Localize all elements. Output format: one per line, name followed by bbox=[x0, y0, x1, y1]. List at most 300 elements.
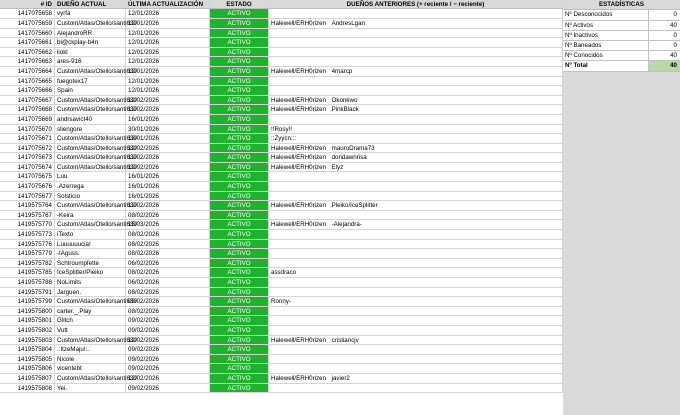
cell-current-owner[interactable]: Custom/Atlas/Otello/santi630 bbox=[57, 336, 137, 344]
cell-state[interactable]: ACTIVO bbox=[210, 144, 269, 153]
table-row[interactable] bbox=[0, 29, 563, 39]
table-row[interactable] bbox=[0, 211, 563, 221]
cell-current-owner[interactable]: Custom/Atlas/Otello/santi630 bbox=[57, 221, 137, 229]
cell-state[interactable]: ACTIVO bbox=[210, 355, 269, 364]
cell-last-update[interactable]: 12/02/2026 bbox=[126, 374, 210, 383]
cell-previous-owners[interactable] bbox=[269, 268, 563, 277]
cell-id[interactable]: 1417075669 bbox=[0, 115, 55, 124]
table-row[interactable] bbox=[0, 278, 563, 288]
table-row[interactable] bbox=[0, 259, 563, 269]
table-row[interactable] bbox=[0, 153, 563, 163]
cell-previous-owners[interactable] bbox=[269, 153, 563, 162]
cell-state[interactable]: ACTIVO bbox=[210, 230, 269, 239]
cell-previous-owners[interactable] bbox=[269, 125, 563, 134]
cell-current-owner[interactable]: Custom/Atlas/Otello/santi630 bbox=[57, 19, 137, 27]
cell-last-update[interactable]: 15/03/2026 bbox=[126, 220, 210, 229]
cell-id[interactable]: 1417075671 bbox=[0, 134, 55, 143]
previous-owner-older bbox=[331, 384, 560, 393]
stats-total-row[interactable] bbox=[563, 61, 680, 71]
cell-current-owner[interactable]: Custom/Atlas/Otello/santi630 bbox=[57, 374, 137, 382]
cell-last-update[interactable]: 16/01/2026 bbox=[126, 115, 210, 124]
table-row[interactable] bbox=[0, 172, 563, 182]
cell-id[interactable]: 1419575799 bbox=[0, 297, 55, 306]
cell-current-owner[interactable]: bl@ckplay-b4n bbox=[55, 38, 126, 47]
previous-owner-older bbox=[331, 77, 560, 86]
header-id[interactable]: # ID bbox=[0, 0, 55, 8]
cell-previous-owners[interactable] bbox=[269, 96, 563, 105]
previous-owner-older bbox=[331, 345, 560, 354]
previous-owner-recent: Ronny- bbox=[271, 298, 291, 306]
cell-last-update[interactable]: 06/02/2026 bbox=[126, 278, 210, 287]
cell-state[interactable]: ACTIVO bbox=[210, 153, 269, 162]
cell-id[interactable]: 1419575808 bbox=[0, 384, 55, 393]
cell-current-owner[interactable]: Custom/Atlas/Otello/santi630 bbox=[57, 106, 137, 114]
cell-current-owner[interactable]: Custom/Atlas/Otello/santi630 bbox=[57, 144, 137, 152]
cell-previous-owners[interactable] bbox=[269, 115, 563, 124]
cell-id[interactable]: 1417075677 bbox=[0, 192, 55, 201]
table-row[interactable] bbox=[0, 297, 563, 307]
cell-id[interactable]: 1419575803 bbox=[0, 336, 55, 345]
cell-state[interactable]: ACTIVO bbox=[210, 125, 269, 134]
previous-owner-older: PinkBlack bbox=[331, 106, 359, 114]
cell-last-update[interactable]: 12/02/2026 bbox=[126, 336, 210, 345]
cell-last-update[interactable]: 12/01/2026 bbox=[126, 38, 210, 47]
cell-state[interactable]: ACTIVO bbox=[210, 268, 269, 277]
previous-owner-recent bbox=[271, 307, 331, 316]
previous-owner-older bbox=[331, 29, 560, 38]
cell-current-owner[interactable]: AlejandroRR bbox=[55, 29, 126, 38]
cell-id[interactable]: 1417075667 bbox=[0, 96, 55, 105]
previous-owner-older: AndresLgan bbox=[331, 19, 365, 27]
cell-current-owner[interactable]: NoLimits bbox=[55, 278, 126, 287]
table-row[interactable] bbox=[0, 57, 563, 67]
cell-current-owner[interactable]: .:ItzeMaju!:. bbox=[55, 345, 126, 354]
table-row[interactable] bbox=[0, 316, 563, 326]
cell-last-update[interactable]: 12/01/2026 bbox=[126, 57, 210, 66]
previous-owner-older bbox=[331, 355, 560, 364]
cell-current-owner[interactable]: .Azerrega bbox=[55, 182, 126, 191]
cell-last-update[interactable]: 08/02/2026 bbox=[126, 240, 210, 249]
previous-owner-recent bbox=[271, 38, 331, 47]
cell-id[interactable]: 1419575791 bbox=[0, 288, 55, 297]
cell-state[interactable]: ACTIVO bbox=[210, 307, 269, 316]
previous-owner-older bbox=[331, 316, 560, 325]
cell-current-owner[interactable]: Custom/Atlas/Otello/santi630 bbox=[57, 67, 137, 75]
table-row[interactable] bbox=[0, 326, 563, 336]
cell-previous-owners[interactable] bbox=[269, 201, 563, 210]
cell-id[interactable]: 1417075664 bbox=[0, 67, 55, 76]
cell-state[interactable]: ACTIVO bbox=[210, 19, 269, 28]
header-current-owner[interactable]: DUEÑO ACTUAL bbox=[55, 0, 126, 8]
cell-state[interactable]: ACTIVO bbox=[210, 288, 269, 297]
table-row[interactable] bbox=[0, 38, 563, 48]
previous-owner-older bbox=[331, 288, 560, 297]
cell-current-owner[interactable]: Custom/Atlas/Otello/santi630 bbox=[57, 163, 137, 171]
cell-last-update[interactable]: 12/01/2026 bbox=[126, 48, 210, 57]
cell-previous-owners[interactable] bbox=[269, 230, 563, 239]
cell-state[interactable]: ACTIVO bbox=[210, 163, 269, 172]
cell-last-update[interactable]: 16/01/2026 bbox=[126, 172, 210, 181]
cell-previous-owners[interactable] bbox=[269, 105, 563, 114]
cell-last-update[interactable]: 09/02/2026 bbox=[126, 364, 210, 373]
table-row[interactable] bbox=[0, 96, 563, 106]
cell-previous-owners[interactable] bbox=[269, 38, 563, 47]
cell-id[interactable]: 1419575770 bbox=[0, 220, 55, 229]
cell-last-update[interactable]: 09/02/2026 bbox=[126, 326, 210, 335]
cell-current-owner[interactable]: Yei. bbox=[55, 384, 126, 393]
table-row[interactable] bbox=[0, 307, 563, 317]
table-row[interactable] bbox=[0, 288, 563, 298]
cell-id[interactable]: 1417075659 bbox=[0, 19, 55, 28]
stats-value: 40 bbox=[670, 21, 677, 29]
stats-label: Nº Activos bbox=[563, 21, 649, 30]
previous-owner-recent: ::Zyycn::: bbox=[271, 135, 297, 143]
cell-current-owner[interactable]: Schtroumpfette bbox=[55, 259, 126, 268]
cell-current-owner[interactable]: Glitch bbox=[55, 316, 126, 325]
table-row[interactable] bbox=[0, 230, 563, 240]
stats-title[interactable]: ESTADÍSTICAS bbox=[563, 0, 680, 10]
table-row[interactable] bbox=[0, 48, 563, 58]
previous-owner-recent: Halewell/ERH0rizen bbox=[271, 96, 327, 104]
previous-owner-older bbox=[331, 278, 560, 287]
cell-state[interactable]: ACTIVO bbox=[210, 384, 269, 393]
cell-id[interactable]: 1419575804 bbox=[0, 345, 55, 354]
previous-owner-older bbox=[331, 38, 560, 47]
cell-current-owner[interactable]: Jarguen. bbox=[55, 288, 126, 297]
header-previous-owners[interactable]: DUEÑOS ANTERIORES (+ reciente / − reciente) bbox=[269, 0, 563, 8]
stats-row[interactable] bbox=[563, 21, 680, 31]
table-row[interactable] bbox=[0, 86, 563, 96]
previous-owner-recent bbox=[271, 326, 331, 335]
cell-previous-owners[interactable] bbox=[269, 249, 563, 258]
cell-last-update[interactable]: 09/02/2026 bbox=[126, 297, 210, 306]
table-row[interactable] bbox=[0, 67, 563, 77]
cell-last-update[interactable]: 06/02/2026 bbox=[126, 259, 210, 268]
cell-id[interactable]: 1417075672 bbox=[0, 144, 55, 153]
cell-previous-owners[interactable] bbox=[269, 134, 563, 143]
header-state[interactable]: ESTADO bbox=[210, 0, 269, 8]
cell-state[interactable]: ACTIVO bbox=[210, 182, 269, 191]
cell-current-owner[interactable]: Custom/Atlas/Otello/santi630 bbox=[57, 135, 137, 143]
cell-current-owner[interactable]: iTexto bbox=[55, 230, 126, 239]
cell-previous-owners[interactable] bbox=[269, 345, 563, 354]
table-row[interactable] bbox=[0, 105, 563, 115]
previous-owner-older bbox=[331, 364, 560, 373]
cell-last-update[interactable]: 09/02/2026 bbox=[126, 345, 210, 354]
cell-id[interactable]: 1419575776 bbox=[0, 240, 55, 249]
cell-previous-owners[interactable] bbox=[269, 29, 563, 38]
cell-previous-owners[interactable] bbox=[269, 240, 563, 249]
cell-state[interactable]: ACTIVO bbox=[210, 86, 269, 95]
cell-last-update[interactable]: 12/02/2026 bbox=[126, 144, 210, 153]
cell-last-update[interactable]: 12/01/2026 bbox=[126, 19, 210, 28]
previous-owner-recent bbox=[271, 77, 331, 86]
cell-previous-owners[interactable] bbox=[269, 297, 563, 306]
cell-last-update[interactable]: 12/02/2026 bbox=[126, 105, 210, 114]
cell-last-update[interactable]: 12/01/2026 bbox=[126, 9, 210, 18]
cell-current-owner[interactable]: fuegotex17 bbox=[55, 77, 126, 86]
cell-current-owner[interactable]: Solsticio bbox=[55, 192, 126, 201]
cell-current-owner[interactable]: Custom/Atlas/Otello/santi630 bbox=[57, 154, 137, 162]
table-row[interactable] bbox=[0, 249, 563, 259]
cell-current-owner[interactable]: Vutt bbox=[55, 326, 126, 335]
cell-current-owner[interactable]: ares-916 bbox=[55, 57, 126, 66]
previous-owner-older bbox=[331, 240, 560, 249]
cell-state[interactable]: ACTIVO bbox=[210, 211, 269, 220]
previous-owner-older bbox=[331, 249, 560, 258]
cell-state[interactable]: ACTIVO bbox=[210, 297, 269, 306]
cell-previous-owners[interactable] bbox=[269, 192, 563, 201]
cell-state[interactable]: ACTIVO bbox=[210, 192, 269, 201]
cell-current-owner[interactable]: andrsavict40 bbox=[55, 115, 126, 124]
cell-previous-owners[interactable] bbox=[269, 182, 563, 191]
table-row[interactable] bbox=[0, 336, 563, 346]
cell-previous-owners[interactable] bbox=[269, 288, 563, 297]
cell-last-update[interactable]: 08/02/2026 bbox=[126, 307, 210, 316]
cell-current-owner[interactable]: -Keira bbox=[55, 211, 126, 220]
cell-id[interactable]: 1417075663 bbox=[0, 57, 55, 66]
stats-row[interactable] bbox=[563, 10, 680, 20]
cell-state[interactable]: ACTIVO bbox=[210, 172, 269, 181]
table-row[interactable] bbox=[0, 345, 563, 355]
cell-state[interactable]: ACTIVO bbox=[210, 48, 269, 57]
previous-owner-recent bbox=[271, 288, 331, 297]
table-row[interactable] bbox=[0, 115, 563, 125]
cell-current-owner[interactable]: Custom/Atlas/Otello/santi630 bbox=[57, 298, 137, 306]
previous-owner-recent bbox=[271, 345, 331, 354]
cell-state[interactable]: ACTIVO bbox=[210, 67, 269, 76]
table-row[interactable] bbox=[0, 220, 563, 230]
cell-id[interactable]: 1417075666 bbox=[0, 86, 55, 95]
cell-state[interactable]: ACTIVO bbox=[210, 316, 269, 325]
previous-owner-older bbox=[331, 192, 560, 201]
cell-current-owner[interactable]: Nicole bbox=[55, 355, 126, 364]
cell-last-update[interactable]: 12/01/2026 bbox=[126, 86, 210, 95]
stats-total-value: 40 bbox=[670, 62, 677, 70]
cell-last-update[interactable]: 08/02/2026 bbox=[126, 288, 210, 297]
cell-id[interactable]: 1417075675 bbox=[0, 172, 55, 181]
cell-state[interactable]: ACTIVO bbox=[210, 220, 269, 229]
cell-id[interactable]: 1419575773 bbox=[0, 230, 55, 239]
previous-owner-older bbox=[331, 115, 560, 124]
previous-owner-recent bbox=[271, 364, 331, 373]
cell-last-update[interactable]: 08/02/2026 bbox=[126, 230, 210, 239]
cell-previous-owners[interactable] bbox=[269, 336, 563, 345]
cell-last-update[interactable]: 08/02/2026 bbox=[126, 249, 210, 258]
cell-last-update[interactable]: 13/01/2026 bbox=[126, 134, 210, 143]
previous-owner-older: -Alejandra- bbox=[331, 221, 362, 229]
cell-last-update[interactable]: 12/01/2026 bbox=[126, 67, 210, 76]
table-row[interactable] bbox=[0, 374, 563, 384]
cell-previous-owners[interactable] bbox=[269, 307, 563, 316]
cell-current-owner[interactable]: vyrfa bbox=[55, 9, 126, 18]
table-row[interactable] bbox=[0, 384, 563, 394]
cell-id[interactable]: 1417075674 bbox=[0, 163, 55, 172]
previous-owner-older: Okonkwo bbox=[331, 96, 358, 104]
cell-current-owner[interactable]: Luu bbox=[55, 172, 126, 181]
header-last-update[interactable]: ÚLTIMA ACTUALIZACIÓN bbox=[126, 0, 210, 8]
cell-state[interactable]: ACTIVO bbox=[210, 240, 269, 249]
cell-previous-owners[interactable] bbox=[269, 211, 563, 220]
cell-previous-owners[interactable] bbox=[269, 259, 563, 268]
cell-last-update[interactable]: 12/02/2026 bbox=[126, 201, 210, 210]
stats-row[interactable] bbox=[563, 31, 680, 41]
cell-current-owner[interactable]: Custom/Atlas/Otello/santi630 bbox=[57, 202, 137, 210]
cell-id[interactable]: 1419575805 bbox=[0, 355, 55, 364]
cell-id[interactable]: 1417075670 bbox=[0, 125, 55, 134]
cell-id[interactable]: 1417075665 bbox=[0, 77, 55, 86]
previous-owner-recent bbox=[271, 9, 331, 18]
cell-state[interactable]: ACTIVO bbox=[210, 249, 269, 258]
cell-previous-owners[interactable] bbox=[269, 364, 563, 373]
cell-id[interactable]: 1417075668 bbox=[0, 105, 55, 114]
cell-id[interactable]: 1419575782 bbox=[0, 259, 55, 268]
cell-id[interactable]: 1417075673 bbox=[0, 153, 55, 162]
cell-current-owner[interactable]: Luuuuuucia! bbox=[55, 240, 126, 249]
cell-id[interactable]: 1417075658 bbox=[0, 9, 55, 18]
cell-state[interactable]: ACTIVO bbox=[210, 57, 269, 66]
cell-current-owner[interactable]: Custom/Atlas/Otello/santi630 bbox=[57, 96, 137, 104]
table-row[interactable] bbox=[0, 364, 563, 374]
previous-owner-recent bbox=[271, 249, 331, 258]
cell-last-update[interactable]: 08/02/2026 bbox=[126, 268, 210, 277]
table-row[interactable] bbox=[0, 355, 563, 365]
table-row[interactable] bbox=[0, 163, 563, 173]
cell-state[interactable]: ACTIVO bbox=[210, 115, 269, 124]
cell-current-owner[interactable]: -IAguss. bbox=[55, 249, 126, 258]
cell-last-update[interactable]: 12/02/2026 bbox=[126, 96, 210, 105]
cell-id[interactable]: 1417075660 bbox=[0, 29, 55, 38]
cell-last-update[interactable]: 09/02/2026 bbox=[126, 355, 210, 364]
cell-last-update[interactable]: 30/01/2026 bbox=[126, 125, 210, 134]
cell-previous-owners[interactable] bbox=[269, 172, 563, 181]
cell-last-update[interactable]: 12/01/2026 bbox=[126, 29, 210, 38]
cell-last-update[interactable]: 09/02/2026 bbox=[126, 384, 210, 393]
cell-last-update[interactable]: 16/01/2026 bbox=[126, 182, 210, 191]
cell-current-owner[interactable]: Spain bbox=[55, 86, 126, 95]
cell-state[interactable]: ACTIVO bbox=[210, 134, 269, 143]
previous-owner-recent bbox=[271, 115, 331, 124]
stats-total-label: Nº Total bbox=[563, 61, 649, 70]
cell-id[interactable]: 1417075661 bbox=[0, 38, 55, 47]
cell-previous-owners[interactable] bbox=[269, 384, 563, 393]
cell-previous-owners[interactable] bbox=[269, 86, 563, 95]
cell-id[interactable]: 1419575767 bbox=[0, 211, 55, 220]
previous-owner-recent bbox=[271, 48, 331, 57]
cell-previous-owners[interactable] bbox=[269, 316, 563, 325]
cell-last-update[interactable]: 12/01/2026 bbox=[126, 77, 210, 86]
cell-state[interactable]: ACTIVO bbox=[210, 77, 269, 86]
cell-current-owner[interactable]: vicentebt bbox=[55, 364, 126, 373]
previous-owner-recent: Halewell/ERH0rizen bbox=[271, 163, 327, 171]
cell-previous-owners[interactable] bbox=[269, 9, 563, 18]
cell-previous-owners[interactable] bbox=[269, 19, 563, 28]
cell-id[interactable]: 1419575806 bbox=[0, 364, 55, 373]
table-row[interactable] bbox=[0, 268, 563, 278]
table-row[interactable] bbox=[0, 201, 563, 211]
cell-state[interactable]: ACTIVO bbox=[210, 259, 269, 268]
table-row[interactable] bbox=[0, 134, 563, 144]
cell-previous-owners[interactable] bbox=[269, 163, 563, 172]
stats-row[interactable] bbox=[563, 41, 680, 51]
cell-state[interactable]: ACTIVO bbox=[210, 96, 269, 105]
cell-id[interactable]: 1419575800 bbox=[0, 307, 55, 316]
previous-owner-recent: Halewell/ERH0rizen bbox=[271, 336, 327, 344]
cell-previous-owners[interactable] bbox=[269, 278, 563, 287]
cell-current-owner[interactable]: carter._.Play bbox=[55, 307, 126, 316]
cell-previous-owners[interactable] bbox=[269, 48, 563, 57]
cell-last-update[interactable]: 09/02/2026 bbox=[126, 316, 210, 325]
cell-previous-owners[interactable] bbox=[269, 355, 563, 364]
cell-last-update[interactable]: 08/02/2026 bbox=[126, 211, 210, 220]
previous-owner-recent bbox=[271, 192, 331, 201]
cell-previous-owners[interactable] bbox=[269, 144, 563, 153]
table-row[interactable] bbox=[0, 192, 563, 202]
stats-row[interactable] bbox=[563, 51, 680, 61]
table-body bbox=[0, 9, 563, 393]
table-row[interactable] bbox=[0, 182, 563, 192]
previous-owner-older bbox=[331, 86, 560, 95]
previous-owner-recent bbox=[271, 57, 331, 66]
cell-state[interactable]: ACTIVO bbox=[210, 9, 269, 18]
cell-previous-owners[interactable] bbox=[269, 220, 563, 229]
cell-last-update[interactable]: 12/02/2026 bbox=[126, 163, 210, 172]
cell-previous-owners[interactable] bbox=[269, 374, 563, 383]
previous-owner-recent bbox=[271, 182, 331, 191]
previous-owner-recent: Halewell/ERH0rizen bbox=[271, 106, 327, 114]
table-row[interactable] bbox=[0, 125, 563, 135]
previous-owner-recent: Halewell/ERH0rizen bbox=[271, 19, 327, 27]
cell-state[interactable]: ACTIVO bbox=[210, 336, 269, 345]
cell-current-owner[interactable]: IceSplitter/Pleiko bbox=[55, 268, 126, 277]
cell-id[interactable]: 1417075676 bbox=[0, 182, 55, 191]
cell-previous-owners[interactable] bbox=[269, 326, 563, 335]
cell-state[interactable]: ACTIVO bbox=[210, 38, 269, 47]
cell-state[interactable]: ACTIVO bbox=[210, 278, 269, 287]
cell-state[interactable]: ACTIVO bbox=[210, 105, 269, 114]
cell-current-owner[interactable]: sliengore bbox=[55, 125, 126, 134]
cell-last-update[interactable]: 12/02/2026 bbox=[126, 153, 210, 162]
cell-id[interactable]: 1419575801 bbox=[0, 316, 55, 325]
cell-id[interactable]: 1419575788 bbox=[0, 278, 55, 287]
cell-state[interactable]: ACTIVO bbox=[210, 364, 269, 373]
table-row[interactable] bbox=[0, 144, 563, 154]
cell-state[interactable]: ACTIVO bbox=[210, 374, 269, 383]
cell-id[interactable]: 1417075662 bbox=[0, 48, 55, 57]
cell-id[interactable]: 1419575785 bbox=[0, 268, 55, 277]
table-row[interactable] bbox=[0, 9, 563, 19]
cell-id[interactable]: 1419575764 bbox=[0, 201, 55, 210]
previous-owner-recent bbox=[271, 211, 331, 220]
table-row[interactable] bbox=[0, 240, 563, 250]
cell-previous-owners[interactable] bbox=[269, 67, 563, 76]
table-row[interactable] bbox=[0, 19, 563, 29]
cell-state[interactable]: ACTIVO bbox=[210, 29, 269, 38]
cell-previous-owners[interactable] bbox=[269, 77, 563, 86]
cell-id[interactable]: 1419575802 bbox=[0, 326, 55, 335]
cell-state[interactable]: ACTIVO bbox=[210, 345, 269, 354]
cell-last-update[interactable]: 16/01/2026 bbox=[126, 192, 210, 201]
cell-id[interactable]: 1419575807 bbox=[0, 374, 55, 383]
cell-id[interactable]: 1419575779 bbox=[0, 249, 55, 258]
cell-state[interactable]: ACTIVO bbox=[210, 326, 269, 335]
cell-previous-owners[interactable] bbox=[269, 57, 563, 66]
cell-current-owner[interactable]: liokl bbox=[55, 48, 126, 57]
cell-state[interactable]: ACTIVO bbox=[210, 201, 269, 210]
previous-owner-recent: Halewell/ERH0rizen bbox=[271, 67, 327, 75]
previous-owner-recent bbox=[271, 172, 331, 181]
table-row[interactable] bbox=[0, 77, 563, 87]
